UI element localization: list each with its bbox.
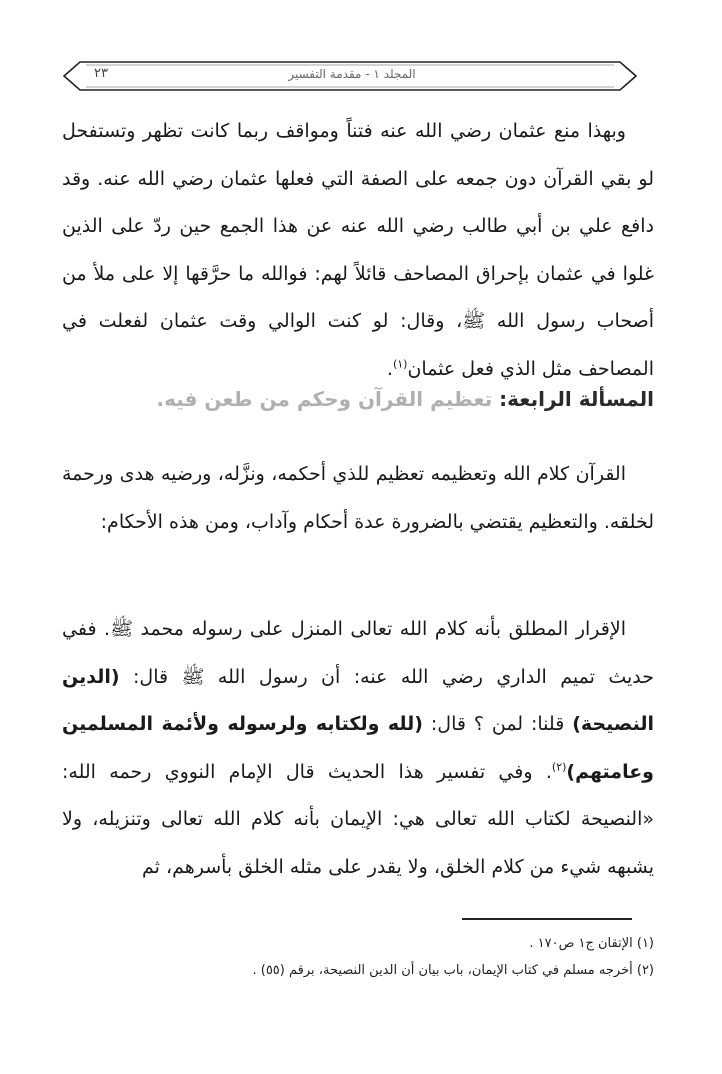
section-heading — [62, 384, 654, 414]
hadith-quote-1: (الدين النصيحة) — [62, 665, 654, 735]
footnote-ref-1[interactable]: (١) — [392, 357, 408, 371]
hadith-quote-2: (لله ولكتابه ولرسوله ولأئمة المسلمين وعامتهم) — [62, 713, 654, 783]
paragraph-3 — [62, 606, 654, 891]
footnote-1: (١) الإتقان ج١ ص١٧٠ . — [529, 936, 654, 951]
running-title: المجلد ١ - مقدمة التفسير — [288, 67, 416, 81]
section-heading-title: تعظيم القرآن وحكم من طعن فيه. — [156, 387, 500, 411]
paragraph-2-text: القرآن كلام الله وتعظيمه تعظيم للذي أحكمه، ونزَّله، ورضيه هدى ورحمة لخلقه. والتعظيم يقتضي بالضرورة عدة أحكام وآداب، ومن هذه الأحكام: — [62, 463, 654, 533]
paragraph-1 — [62, 108, 654, 393]
section-heading-lead: المسألة الرابعة: — [499, 387, 654, 411]
paragraph-3-intro: الإقرار المطلق بأنه كلام الله تعالى المنزل على رسوله محمد ﷺ. ففي حديث تميم الداري رضي الله عنه: أن رسول الله ﷺ قال: — [62, 618, 654, 688]
footnote-2: (٢) أخرجه مسلم في كتاب الإيمان، باب بيان أن الدين النصيحة، برقم (٥٥) . — [252, 963, 654, 978]
paragraph-1-text: وبهذا منع عثمان رضي الله عنه فتناً ومواقف ربما كانت تظهر وتستفحل لو بقي القرآن دون جمعه على الصفة التي فعلها عثمان رضي الله عنه. وقد دافع علي بن أبي طالب رضي الله عنه عن هذا الجمع حين ردّ على الذين غلوا في عثمان بإحراق المصاحف قائلاً لهم: فوالله ما حرَّقها إلا على ملأ من أصحاب رسول الله ﷺ، وقال: لو كنت الوالي وقت عثمان لفعلت في المصاحف مثل الذي فعل عثمان — [62, 120, 654, 380]
paragraph-3-commentary: . وفي تفسير هذا الحديث قال الإمام النووي رحمه الله: «النصيحة لكتاب الله تعالى هي: الإيمان بأنه كلام الله تعالى وتنزيله، ولا يشبهه شيء من كلام الخلق، ولا يقدر على مثله الخلق بأسرهم، ثم — [62, 760, 654, 878]
running-header — [62, 58, 638, 94]
paragraph-3-question: قلنا: لمن ؟ قال: — [422, 713, 573, 735]
paragraph-2 — [62, 451, 654, 546]
paragraph-1-end: . — [386, 357, 393, 380]
page-number: ٢٣ — [94, 66, 108, 81]
footnotes — [62, 930, 654, 984]
footnote-ref-2[interactable]: (٢) — [551, 760, 567, 774]
footnote-separator — [462, 918, 632, 920]
